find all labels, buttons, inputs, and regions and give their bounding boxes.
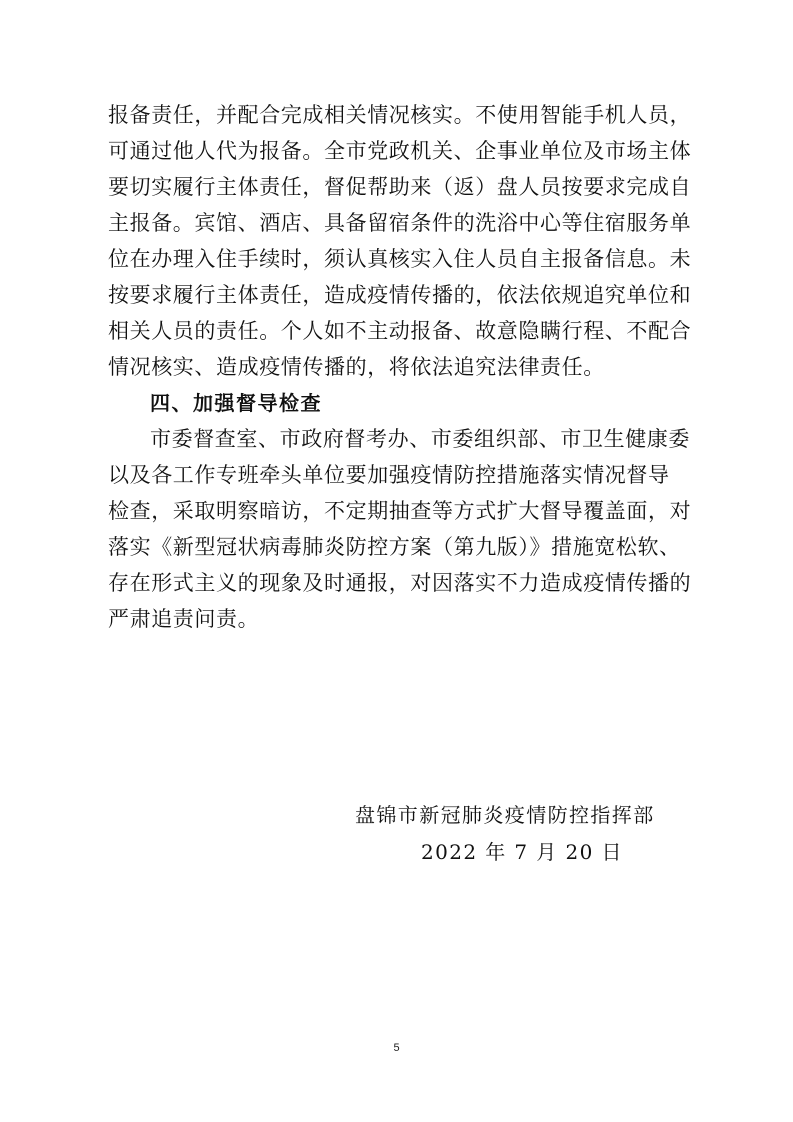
paragraph-line: 以及各工作专班牵头单位要加强疫情防控措施落实情况督导 [108, 463, 670, 487]
paragraph-line: 情况核实、造成疫情传播的，将依法追究法律责任。 [108, 355, 605, 379]
paragraph-line: 落实《新型冠状病毒肺炎防控方案（第九版）》措施宽松软、 [108, 535, 681, 559]
paragraph-line: 报备责任，并配合完成相关情况核实。不使用智能手机人员， [108, 103, 692, 127]
paragraph-line: 市委督查室、市政府督考办、市委组织部、市卫生健康委 [150, 427, 690, 451]
signing-organization: 盘锦市新冠肺炎疫情防控指挥部 [355, 803, 655, 827]
section-heading: 四、加强督导检查 [150, 391, 322, 415]
paragraph-line: 相关人员的责任。个人如不主动报备、故意隐瞒行程、不配合 [108, 319, 692, 343]
paragraph-line: 可通过他人代为报备。全市党政机关、企事业单位及市场主体 [108, 139, 692, 163]
document-body [108, 97, 692, 637]
paragraph-line: 位在办理入住手续时，须认真核实入住人员自主报备信息。未 [108, 247, 692, 271]
paragraph-line: 严肃追责问责。 [108, 607, 260, 631]
signature-block [355, 797, 675, 871]
paragraph-line: 检查，采取明察暗访，不定期抽查等方式扩大督导覆盖面，对 [108, 499, 692, 523]
paragraph-line: 按要求履行主体责任，造成疫情传播的，依法依规追究单位和 [108, 283, 692, 307]
paragraph-line: 主报备。宾馆、酒店、具备留宿条件的洗浴中心等住宿服务单 [108, 211, 692, 235]
paragraph-line: 要切实履行主体责任，督促帮助来（返）盘人员按要求完成自 [108, 175, 692, 199]
paragraph-line: 存在形式主义的现象及时通报，对因落实不力造成疫情传播的 [108, 571, 692, 595]
page-number: 5 [393, 1042, 400, 1054]
signing-date: 2022 年 7 月 20 日 [421, 840, 623, 864]
